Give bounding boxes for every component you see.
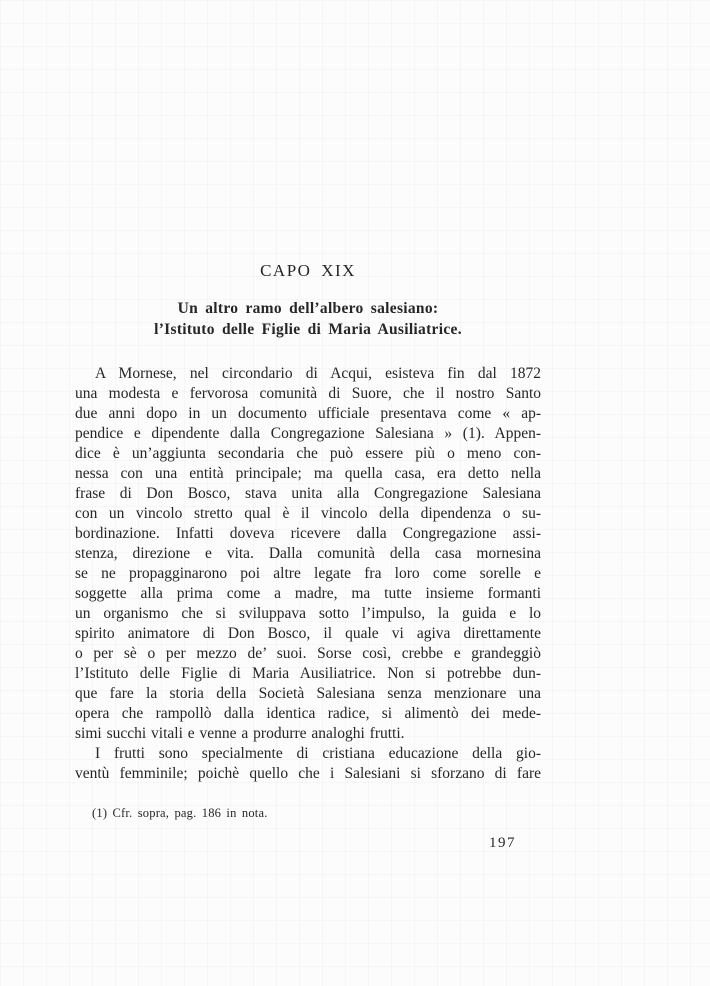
text-line: A Mornese, nel circondario di Acqui, esisteva fin dal 1872 bbox=[95, 365, 541, 382]
text-line: spirito animatore di Don Bosco, il quale vi agiva direttamente bbox=[75, 625, 541, 642]
chapter-title-line-1: Un altro ramo dell’albero salesiano: bbox=[177, 300, 439, 317]
text-line: bordinazione. Infatti doveva ricevere dalla Congregazione assi- bbox=[75, 525, 541, 542]
text-line: simi succhi vitali e venne a produrre analoghi frutti. bbox=[75, 725, 405, 742]
text-line: o per sè o per mezzo de’ suoi. Sorse così, crebbe e grandeggiò bbox=[75, 645, 541, 662]
text-line: un organismo che si sviluppava sotto l’impulso, la guida e lo bbox=[75, 605, 541, 622]
text-line: pendice e dipendente dalla Congregazione Salesiana » (1). Appen- bbox=[75, 425, 541, 442]
text-line: nessa con una entità principale; ma quella casa, era detto nella bbox=[75, 465, 541, 482]
text-line: ventù femminile; poichè quello che i Salesiani si sforzano di fare bbox=[75, 765, 541, 782]
text-line: dice è un’aggiunta secondaria che può essere più o meno con- bbox=[75, 445, 541, 462]
page-number: 197 bbox=[489, 835, 516, 851]
text-line: una modesta e fervorosa comunità di Suore, che il nostro Santo bbox=[75, 385, 541, 402]
text-line: se ne propagginarono poi altre legate fra loro come sorelle e bbox=[75, 565, 541, 582]
text-line: stenza, direzione e vita. Dalla comunità della casa mornesina bbox=[75, 545, 541, 562]
text-line: que fare la storia della Società Salesiana senza menzionare una bbox=[75, 685, 541, 702]
text-line: due anni dopo in un documento ufficiale presentava come « ap- bbox=[75, 405, 541, 422]
text-line: frase di Don Bosco, stava unita alla Congregazione Salesiana bbox=[75, 485, 541, 502]
chapter-heading: CAPO XIX bbox=[260, 261, 356, 280]
body-text bbox=[75, 364, 541, 784]
chapter-title-line-2: l’Istituto delle Figlie di Maria Ausiliatrice. bbox=[154, 321, 462, 338]
text-line: con un vincolo stretto qual è il vincolo della dipendenza o su- bbox=[75, 505, 541, 522]
chapter-title bbox=[75, 298, 541, 340]
text-line: I frutti sono specialmente di cristiana educazione della gio- bbox=[95, 745, 541, 762]
text-block bbox=[75, 262, 541, 784]
footnote: (1) Cfr. sopra, pag. 186 in nota. bbox=[92, 806, 268, 820]
text-line: l’Istituto delle Figlie di Maria Ausiliatrice. Non si potrebbe dun- bbox=[75, 665, 541, 682]
text-line: soggette alla prima come a madre, ma tutte insieme formanti bbox=[75, 585, 541, 602]
text-line: opera che rampollò dalla identica radice, si alimentò dei mede- bbox=[75, 705, 541, 722]
paragraph bbox=[75, 744, 541, 784]
paragraph bbox=[75, 364, 541, 744]
